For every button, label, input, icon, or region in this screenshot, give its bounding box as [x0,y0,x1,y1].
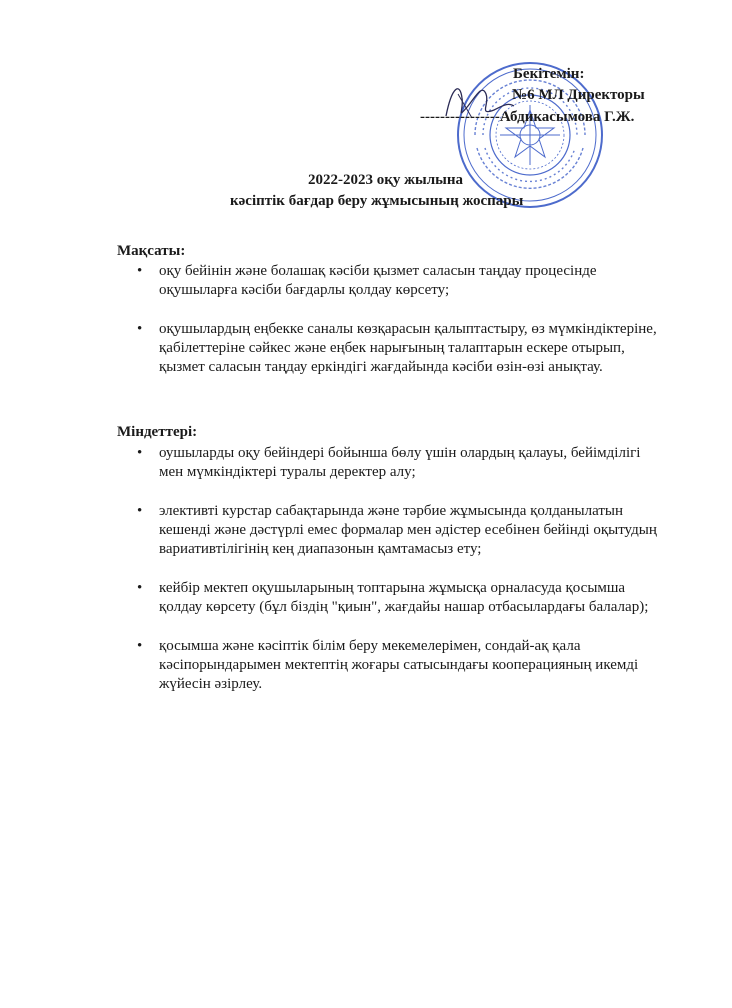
title-year: 2022-2023 оқу жылына [308,172,463,188]
goals-heading: Мақсаты: [117,243,186,259]
list-item: • оушыларды оқу бейіндері бойынша бөлу үшін олардың қалауы, бейімділігі мен мүмкіндіктері туралы деректер алу; [137,444,667,482]
tasks-list [137,444,667,694]
list-item: • қосымша және кәсіптік білім беру мекемелерімен, сондай-ақ қала кәсіпорындарымен мектептің жоғары сатысындағы кооперацияның икемді жүйесін әзірлеу. [137,637,667,694]
approval-label: Бекітемін: [513,66,585,82]
approval-director-name: ----------------Абдикасымова Г.Ж. [420,109,635,125]
list-item: • оқушылардың еңбекке саналы көзқарасын қалыптастыру, өз мүмкіндіктеріне, қабілеттеріне сәйкес және еңбек нарығының талаптарын ескере отырып, қызмет саласын таңдау еркіндігі жағдайында кәсіби өзін-өзі анықтау. [137,320,667,377]
list-item: • кейбір мектеп оқушыларының топтарына жұмысқа орналасуда қосымша қолдау көрсету (бұл біздің "қиын", жағдайы нашар отбасылардағы балалар); [137,579,667,617]
tasks-heading: Міндеттері: [117,424,198,440]
approval-director-title: №6 МЛ Директоры [512,87,645,103]
list-item: • элективті курстар сабақтарында және тәрбие жұмысында қолданылатын кешенді және дәстүрлі емес формалар мен әдістер есебінен бейінді оқытудың вариативтілігінің кең диапазонын қамтамасыз ету; [137,502,667,559]
title-subject: кәсіптік бағдар беру жұмысының жоспары [230,193,524,209]
goals-list [137,262,667,377]
list-item: • оқу бейінін және болашақ кәсіби қызмет саласын таңдау процесінде оқушыларға кәсіби бағдарлы қолдау көрсету; [137,262,667,300]
